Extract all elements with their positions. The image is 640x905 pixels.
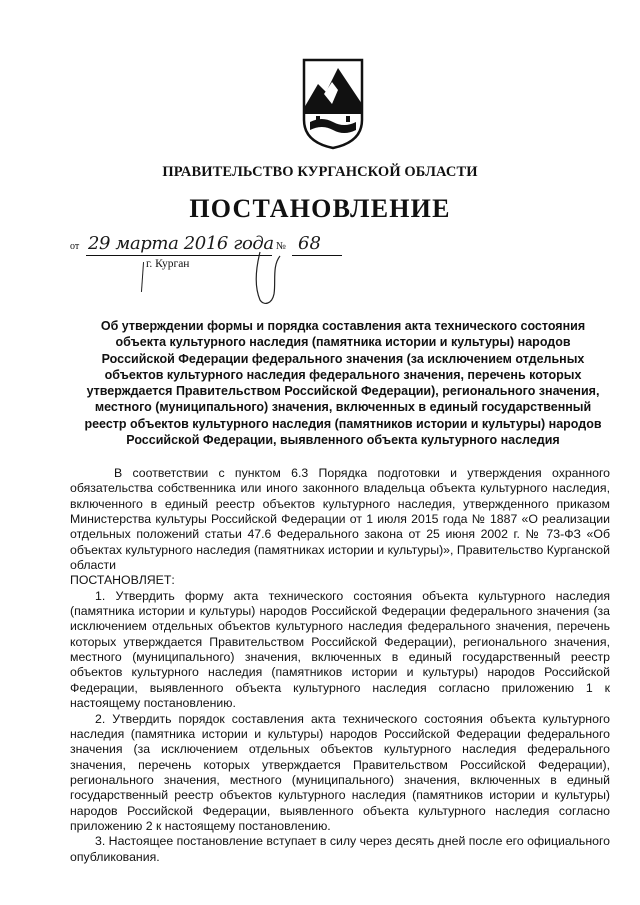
item-3-paragraph: 3. Настоящее постановление вступает в силу через десять дней после его официального опубликования. — [70, 834, 610, 864]
date-underline — [86, 255, 272, 256]
coat-of-arms-emblem — [302, 58, 364, 150]
item-2-paragraph: 2. Утвердить порядок составления акта технического состояния объекта культурного наследия (памятника истории и культуры) народов Российской Федерации федерального значения (за исключением отдельных объектов культурного наследия федерального значения, перечень которых утверждается Правительством Российской Федерации), регионального значения, местного (муниципального) значения, включенных в единый государственный реестр объектов культурного наследия (памятников истории и культуры) народов Российской Федерации, выявленного объекта культурного наследия согласно приложению 2 к настоящему постановлению. — [70, 711, 610, 833]
date-prefix: от — [70, 241, 80, 252]
government-title: ПРАВИТЕЛЬСТВО КУРГАНСКОЙ ОБЛАСТИ — [162, 164, 478, 180]
signature-mark — [250, 248, 290, 308]
resolves-line: ПОСТАНОВЛЯЕТ: — [70, 573, 175, 588]
pen-stroke — [141, 262, 144, 292]
document-heading: Об утверждении формы и порядка составления акта технического состояния объекта культурного наследия (памятника истории и культуры) народов Российской Федерации федерального значения (за исключением отдельных объектов культурного наследия федерального значения, перечень которых утверждается Правительством Российской Федерации), регионального значения, местного (муниципального) значения, включенных в единый государственный реестр объектов культурного наследия (памятников истории и культуры) народов Российской Федерации, выявленного объекта культурного наследия — [84, 319, 602, 448]
handwritten-number: 68 — [298, 233, 321, 254]
document-body — [70, 466, 610, 865]
number-underline — [292, 255, 342, 256]
item-1-paragraph: 1. Утвердить форму акта технического состояния объекта культурного наследия (памятника истории и культуры) народов Российской Федерации федерального значения (за исключением отдельных объектов культурного наследия федерального значения, перечень которых утверждается Правительством Российской Федерации), регионального значения, местного (муниципального) значения, включенных в единый государственный реестр объектов культурного наследия (памятников истории и культуры) народов Российской Федерации, выявленного объекта культурного наследия согласно приложению 1 к настоящему постановлению. — [70, 588, 610, 711]
document-type-title: ПОСТАНОВЛЕНИЕ — [189, 194, 451, 223]
preamble-paragraph: В соответствии с пунктом 6.3 Порядка подготовки и утверждения охранного обязательства собственника или иного законного владельца объекта культурного наследия, включенного в единый реестр объектов культурного наследия, утвержденного приказом Министерства культуры Российской Федерации от 1 июля 2015 года № 1887 «О реализации отдельных положений статьи 47.6 Федерального закона от 25 июня 2002 г. № 73-ФЗ «Об объектах культурного наследия (памятниках истории и культуры)», Правительство Курганской области — [70, 466, 610, 573]
handwritten-date: 29 марта 2016 года — [88, 233, 274, 254]
number-sign: № — [276, 241, 287, 252]
city-label: г. Курган — [146, 258, 190, 270]
